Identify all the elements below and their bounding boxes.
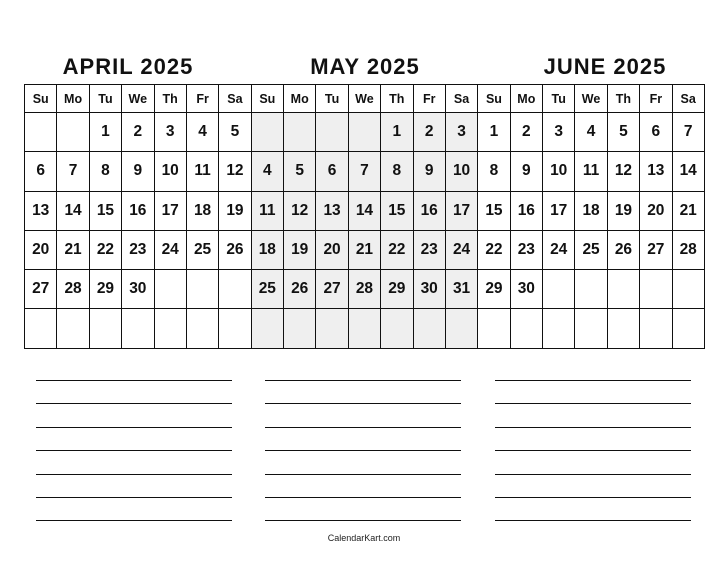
april-day-cell: 4	[187, 113, 219, 152]
may-day-cell: 4	[252, 152, 284, 191]
month-title-june: JUNE 2025	[543, 54, 667, 79]
june-day-cell: 21	[673, 192, 705, 231]
may-day-cell	[349, 113, 381, 152]
notes-line	[495, 427, 691, 428]
april-day-cell	[25, 113, 57, 152]
may-weekday-header: Th	[381, 85, 413, 113]
may-weekday-header: We	[349, 85, 381, 113]
june-day-cell: 12	[608, 152, 640, 191]
may-day-cell: 25	[252, 270, 284, 309]
june-day-cell: 16	[511, 192, 543, 231]
april-weekday-header: Fr	[187, 85, 219, 113]
june-day-cell: 26	[608, 231, 640, 270]
may-day-cell: 13	[316, 192, 348, 231]
may-day-cell	[252, 309, 284, 348]
april-day-cell	[57, 309, 89, 348]
june-day-cell: 27	[640, 231, 672, 270]
may-day-cell: 30	[414, 270, 446, 309]
april-day-cell: 6	[25, 152, 57, 191]
april-day-cell: 8	[90, 152, 122, 191]
notes-line	[36, 450, 232, 451]
may-weekday-header: Mo	[284, 85, 316, 113]
april-day-cell: 13	[25, 192, 57, 231]
may-day-cell: 23	[414, 231, 446, 270]
june-day-cell: 2	[511, 113, 543, 152]
april-day-cell	[155, 309, 187, 348]
april-day-cell: 20	[25, 231, 57, 270]
may-day-cell: 3	[446, 113, 478, 152]
april-day-cell	[219, 309, 251, 348]
april-day-cell: 21	[57, 231, 89, 270]
june-day-cell	[673, 309, 705, 348]
notes-line	[36, 380, 232, 381]
april-day-cell: 24	[155, 231, 187, 270]
june-day-cell: 22	[478, 231, 510, 270]
april-day-cell: 16	[122, 192, 154, 231]
may-day-cell: 26	[284, 270, 316, 309]
may-day-cell: 10	[446, 152, 478, 191]
may-weekday-header: Fr	[414, 85, 446, 113]
notes-line	[495, 520, 691, 521]
april-day-cell	[219, 270, 251, 309]
april-day-cell	[122, 309, 154, 348]
may-day-cell: 24	[446, 231, 478, 270]
april-day-cell: 26	[219, 231, 251, 270]
april-day-cell: 2	[122, 113, 154, 152]
notes-line	[265, 520, 461, 521]
april-weekday-header: Tu	[90, 85, 122, 113]
may-day-cell: 11	[252, 192, 284, 231]
may-day-cell: 14	[349, 192, 381, 231]
june-weekday-header: Su	[478, 85, 510, 113]
april-day-cell: 28	[57, 270, 89, 309]
june-day-cell: 14	[673, 152, 705, 191]
notes-line	[265, 427, 461, 428]
april-day-cell: 25	[187, 231, 219, 270]
june-day-cell	[575, 309, 607, 348]
april-day-cell: 7	[57, 152, 89, 191]
month-title-may: MAY 2025	[310, 54, 420, 79]
june-day-cell	[543, 270, 575, 309]
may-day-cell: 8	[381, 152, 413, 191]
may-day-cell: 5	[284, 152, 316, 191]
june-day-cell: 5	[608, 113, 640, 152]
june-weekday-header: Tu	[543, 85, 575, 113]
april-day-cell	[155, 270, 187, 309]
notes-line	[36, 403, 232, 404]
notes-area	[0, 370, 728, 530]
april-day-cell: 27	[25, 270, 57, 309]
may-day-cell	[414, 309, 446, 348]
may-day-cell: 2	[414, 113, 446, 152]
notes-line	[265, 497, 461, 498]
june-day-cell: 8	[478, 152, 510, 191]
june-day-cell: 13	[640, 152, 672, 191]
april-day-cell: 3	[155, 113, 187, 152]
april-day-cell: 10	[155, 152, 187, 191]
april-day-cell: 17	[155, 192, 187, 231]
april-weekday-header: Th	[155, 85, 187, 113]
notes-line	[265, 450, 461, 451]
may-day-cell	[284, 113, 316, 152]
june-day-cell: 23	[511, 231, 543, 270]
may-day-cell: 19	[284, 231, 316, 270]
april-day-cell: 22	[90, 231, 122, 270]
may-day-cell: 29	[381, 270, 413, 309]
april-day-cell: 5	[219, 113, 251, 152]
april-weekday-header: We	[122, 85, 154, 113]
may-day-cell: 6	[316, 152, 348, 191]
april-day-cell: 29	[90, 270, 122, 309]
notes-line	[495, 380, 691, 381]
may-day-cell: 15	[381, 192, 413, 231]
may-day-cell: 7	[349, 152, 381, 191]
june-weekday-header: Mo	[511, 85, 543, 113]
june-day-cell: 15	[478, 192, 510, 231]
may-day-cell	[316, 309, 348, 348]
notes-line	[265, 380, 461, 381]
may-weekday-header: Su	[252, 85, 284, 113]
notes-line	[495, 450, 691, 451]
may-day-cell	[284, 309, 316, 348]
may-day-cell: 1	[381, 113, 413, 152]
june-weekday-header: Th	[608, 85, 640, 113]
june-day-cell	[673, 270, 705, 309]
april-day-cell	[57, 113, 89, 152]
june-weekday-header: Sa	[673, 85, 705, 113]
may-weekday-header: Sa	[446, 85, 478, 113]
june-day-cell: 7	[673, 113, 705, 152]
notes-line	[36, 497, 232, 498]
june-day-cell: 29	[478, 270, 510, 309]
april-weekday-header: Su	[25, 85, 57, 113]
footer-brand: CalendarKart.com	[327, 533, 401, 543]
notes-line	[36, 427, 232, 428]
notes-line	[36, 520, 232, 521]
notes-line	[495, 474, 691, 475]
notes-line	[495, 403, 691, 404]
june-day-cell: 24	[543, 231, 575, 270]
may-day-cell	[446, 309, 478, 348]
june-day-cell: 11	[575, 152, 607, 191]
may-day-cell: 18	[252, 231, 284, 270]
june-day-cell	[608, 309, 640, 348]
june-day-cell	[575, 270, 607, 309]
june-weekday-header: Fr	[640, 85, 672, 113]
april-day-cell: 23	[122, 231, 154, 270]
april-day-cell: 14	[57, 192, 89, 231]
june-day-cell: 30	[511, 270, 543, 309]
april-day-cell: 9	[122, 152, 154, 191]
april-day-cell: 15	[90, 192, 122, 231]
june-day-cell: 9	[511, 152, 543, 191]
june-day-cell: 10	[543, 152, 575, 191]
may-day-cell: 28	[349, 270, 381, 309]
april-day-cell: 19	[219, 192, 251, 231]
may-day-cell	[381, 309, 413, 348]
april-day-cell	[25, 309, 57, 348]
june-day-cell: 1	[478, 113, 510, 152]
april-day-cell: 1	[90, 113, 122, 152]
june-day-cell: 18	[575, 192, 607, 231]
june-day-cell: 17	[543, 192, 575, 231]
april-day-cell	[90, 309, 122, 348]
june-day-cell	[640, 309, 672, 348]
may-day-cell: 20	[316, 231, 348, 270]
june-day-cell	[640, 270, 672, 309]
june-day-cell: 19	[608, 192, 640, 231]
june-day-cell: 3	[543, 113, 575, 152]
notes-line	[265, 474, 461, 475]
may-day-cell: 12	[284, 192, 316, 231]
june-weekday-header: We	[575, 85, 607, 113]
may-day-cell	[316, 113, 348, 152]
may-day-cell	[252, 113, 284, 152]
april-day-cell: 30	[122, 270, 154, 309]
june-day-cell: 6	[640, 113, 672, 152]
notes-line	[265, 403, 461, 404]
may-day-cell: 16	[414, 192, 446, 231]
june-day-cell: 20	[640, 192, 672, 231]
june-day-cell	[543, 309, 575, 348]
june-day-cell	[608, 270, 640, 309]
may-day-cell: 31	[446, 270, 478, 309]
notes-line	[495, 497, 691, 498]
june-day-cell: 25	[575, 231, 607, 270]
april-day-cell: 12	[219, 152, 251, 191]
month-title-april: APRIL 2025	[62, 54, 194, 79]
april-weekday-header: Mo	[57, 85, 89, 113]
may-day-cell: 21	[349, 231, 381, 270]
april-day-cell: 11	[187, 152, 219, 191]
notes-line	[36, 474, 232, 475]
month-titles	[0, 52, 728, 82]
april-day-cell: 18	[187, 192, 219, 231]
may-day-cell: 27	[316, 270, 348, 309]
calendar-grid	[24, 84, 705, 349]
april-day-cell	[187, 270, 219, 309]
may-day-cell: 22	[381, 231, 413, 270]
may-day-cell: 17	[446, 192, 478, 231]
may-weekday-header: Tu	[316, 85, 348, 113]
june-day-cell: 4	[575, 113, 607, 152]
june-day-cell: 28	[673, 231, 705, 270]
april-day-cell	[187, 309, 219, 348]
june-day-cell	[478, 309, 510, 348]
june-day-cell	[511, 309, 543, 348]
may-day-cell: 9	[414, 152, 446, 191]
april-weekday-header: Sa	[219, 85, 251, 113]
may-day-cell	[349, 309, 381, 348]
